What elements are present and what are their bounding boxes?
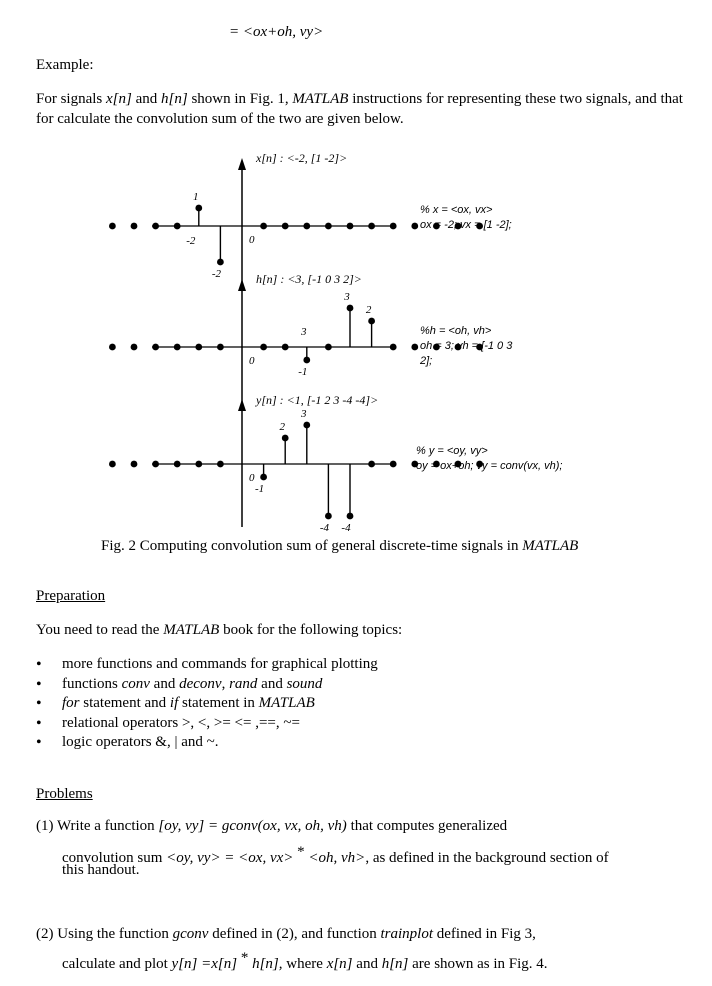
plot1-zero-point	[282, 223, 289, 230]
plot2-annotation-label: 3	[301, 326, 307, 338]
plot2-stem-point	[368, 318, 375, 325]
plot2-point-label: 3	[344, 291, 350, 303]
note-h: %h = <oh, vh> oh = 3; vh = [-1 0 3 2];	[420, 325, 513, 367]
plot2-zero-point	[260, 344, 267, 351]
problem-1-line-2: convolution sum <oy, vy> = <ox, vx> * <oh, vh>, as defined in the background section of	[62, 844, 609, 866]
problem-2-line-2: calculate and plot y[n] =x[n] * h[n], where x[n] and h[n] are shown as in Fig. 4.	[62, 950, 548, 972]
figure-caption: Fig. 2 Computing convolution sum of general discrete-time signals in MATLAB	[101, 538, 579, 554]
plot3-title: y[n] : <1, [-1 2 3 -4 -4]>	[256, 393, 379, 407]
plot2-zero-point	[282, 344, 289, 351]
plot2-zero-point	[195, 344, 202, 351]
plot1-tick-label: -2	[186, 235, 196, 247]
plot3-origin-label: 0	[249, 472, 255, 484]
plot1-title: x[n] : <-2, [1 -2]>	[256, 151, 348, 165]
plot3-axis-arrow	[238, 399, 246, 411]
plot3-zero-point	[195, 461, 202, 468]
example-heading: Example:	[36, 57, 94, 73]
intro-paragraph: For signals x[n] and h[n] shown in Fig. 1, MATLAB instructions for representing these two signals, and that for calculate the convolution sum of the two are given below.	[36, 91, 683, 127]
plot3-zero-point	[368, 461, 375, 468]
topics-list	[36, 655, 378, 753]
note-x: % x = <ox, vx> ox = -2; vx = [1 -2];	[420, 204, 512, 231]
plot2-zero-point	[411, 344, 418, 351]
list-item: • relational operators >, <, >= <= ,==, ~=	[36, 714, 378, 734]
list-item: • for statement and if statement in MATLAB	[36, 694, 378, 714]
plot1-zero-point	[152, 223, 159, 230]
plot2-title: h[n] : <3, [-1 0 3 2]>	[256, 272, 362, 286]
plot1-point-label: -2	[211, 268, 221, 280]
plot3-point-label: 3	[301, 408, 307, 420]
plot3-point-label: -4	[319, 522, 329, 534]
plot2-origin-label: 0	[249, 355, 255, 367]
plot3-zero-point	[174, 461, 181, 468]
header-formula: = <ox+oh, vy>	[229, 24, 324, 40]
preparation-heading: Preparation	[36, 588, 106, 604]
plot2-stem-point	[347, 305, 354, 312]
plot1-zero-point	[368, 223, 375, 230]
plot1-zero-point	[260, 223, 267, 230]
plot3-stem-point	[303, 422, 310, 429]
preparation-intro: You need to read the MATLAB book for the following topics:	[36, 622, 403, 638]
plot2-zero-point	[131, 344, 138, 351]
problem-1-line-3: this handout.	[62, 862, 140, 878]
plot2-axis-arrow	[238, 279, 246, 291]
plot2-zero-point	[325, 344, 332, 351]
plot2-point-label: 2	[365, 304, 372, 316]
problem-2-line-1: (2) Using the function gconv defined in (2), and function trainplot defined in Fig 3,	[36, 926, 536, 942]
problems-heading: Problems	[36, 786, 93, 802]
plot2-zero-point	[152, 344, 159, 351]
convolution-figure	[0, 150, 712, 535]
plot3-zero-point	[390, 461, 397, 468]
plot2-zero-point	[390, 344, 397, 351]
plot1-zero-point	[325, 223, 332, 230]
list-item: • logic operators &, | and ~.	[36, 733, 378, 753]
plot3-stem-point	[260, 474, 267, 481]
plot3-zero-point	[109, 461, 116, 468]
plot3-point-label: 2	[279, 421, 285, 433]
plot1-zero-point	[347, 223, 354, 230]
plot2-zero-point	[217, 344, 224, 351]
plot1-origin-label: 0	[249, 234, 255, 246]
plot1-zero-point	[411, 223, 418, 230]
plot2-stem-point	[303, 357, 310, 364]
problem-1-line-1: (1) Write a function [oy, vy] = gconv(ox, vx, oh, vh) that computes generalized	[36, 818, 508, 834]
plot1-zero-point	[303, 223, 310, 230]
note-y: % y = <oy, vy> oy = ox+oh; vy = conv(vx, vh);	[416, 445, 563, 472]
list-item: • functions conv and deconv, rand and sound	[36, 675, 378, 695]
plot1-zero-point	[174, 223, 181, 230]
plot2-zero-point	[174, 344, 181, 351]
plot1-zero-point	[109, 223, 116, 230]
plot3-point-label: -4	[341, 522, 351, 534]
plot3-stem-point	[282, 435, 289, 442]
plot1-zero-point	[390, 223, 397, 230]
plot1-point-label: 1	[193, 191, 199, 203]
plot3-zero-point	[217, 461, 224, 468]
plot3-stem-point	[347, 513, 354, 520]
plot1-axis-arrow	[238, 158, 246, 170]
plot1-stem-point	[217, 259, 224, 266]
plot1-zero-point	[131, 223, 138, 230]
list-item: • more functions and commands for graphical plotting	[36, 655, 378, 675]
plot3-zero-point	[152, 461, 159, 468]
plot1-stem-point	[195, 205, 202, 212]
plot3-zero-point	[131, 461, 138, 468]
plot3-stem-point	[325, 513, 332, 520]
plot2-zero-point	[109, 344, 116, 351]
plot2-point-label: -1	[298, 366, 308, 378]
plot3-point-label: -1	[255, 483, 265, 495]
